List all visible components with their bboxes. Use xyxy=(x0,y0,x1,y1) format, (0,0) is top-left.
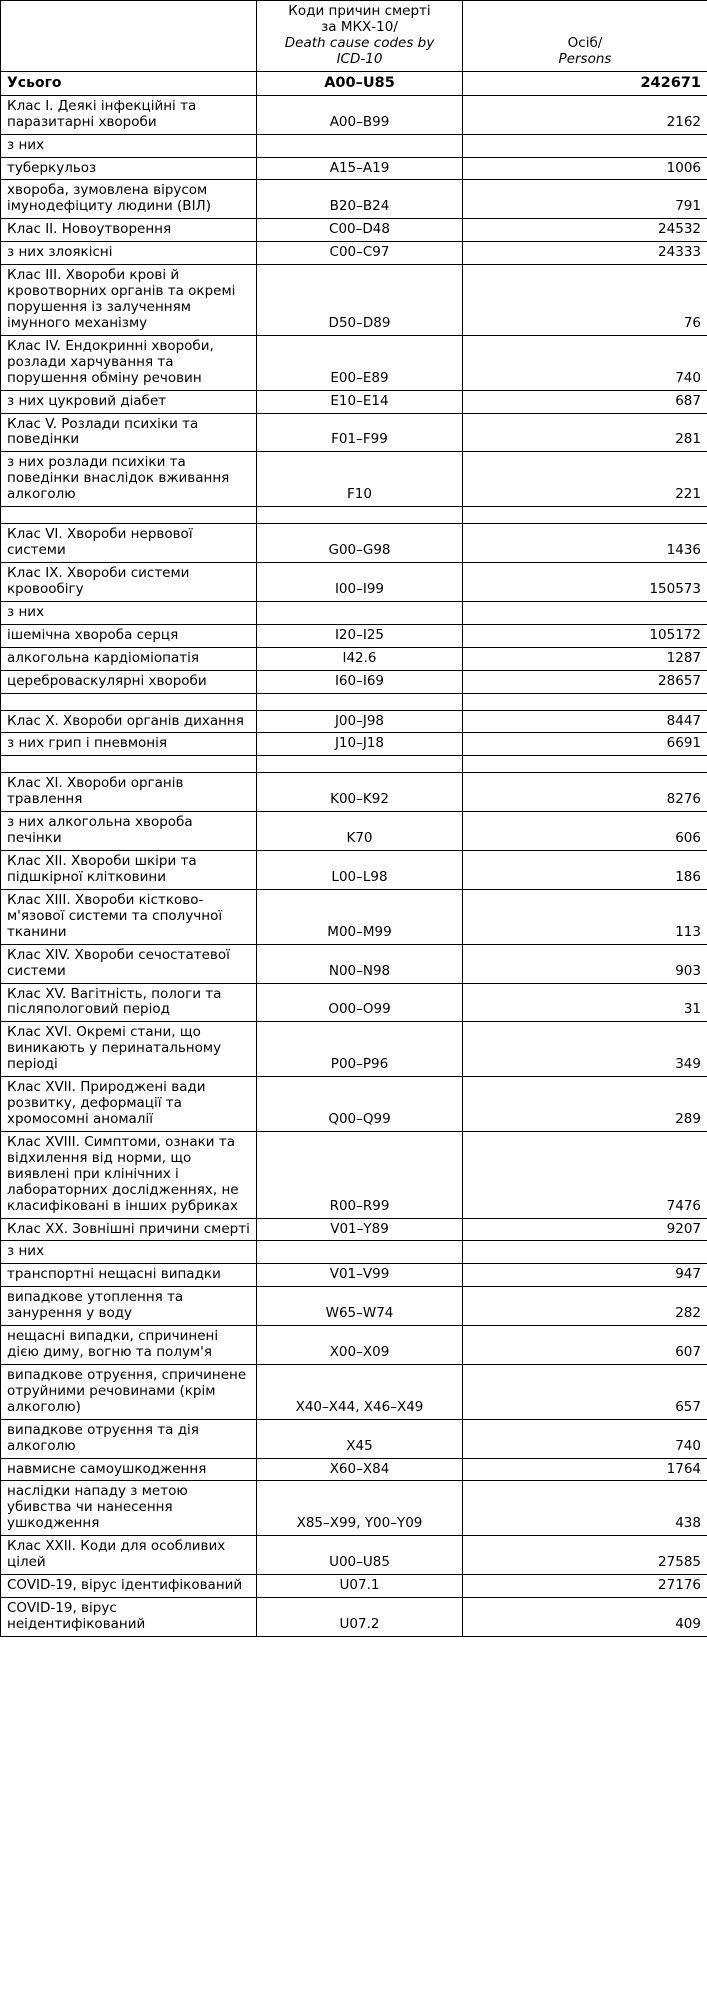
row-code xyxy=(257,601,463,624)
row-code: X40–X44, X46–X49 xyxy=(257,1364,463,1419)
row-label: з них злоякісні xyxy=(1,242,257,265)
row-code: X85–X99, Y00–Y09 xyxy=(257,1481,463,1536)
row-label: наслідки нападу з метою убивства чи нанесення ушкодження xyxy=(1,1481,257,1536)
row-value: 150573 xyxy=(463,563,707,602)
table-row xyxy=(1,157,707,180)
row-label: з них алкогольна хвороба печінки xyxy=(1,812,257,851)
row-value: 24333 xyxy=(463,242,707,265)
row-code: U07.2 xyxy=(257,1598,463,1637)
row-value xyxy=(463,601,707,624)
row-value: 947 xyxy=(463,1264,707,1287)
table-row xyxy=(1,1598,707,1637)
row-value: 1287 xyxy=(463,647,707,670)
row-code: O00–O99 xyxy=(257,983,463,1022)
header-codes-line-0: Коди причин смерті xyxy=(288,3,431,19)
table-row xyxy=(1,1022,707,1077)
row-code: W65–W74 xyxy=(257,1287,463,1326)
table-row xyxy=(1,1575,707,1598)
row-value: 903 xyxy=(463,944,707,983)
table-row xyxy=(1,647,707,670)
spacer-cell xyxy=(463,693,707,710)
row-code: J00–J98 xyxy=(257,710,463,733)
row-code: E00–E89 xyxy=(257,335,463,390)
row-code: I60–I69 xyxy=(257,670,463,693)
table-row-spacer xyxy=(1,693,707,710)
row-value: 791 xyxy=(463,180,707,219)
row-code: M00–M99 xyxy=(257,889,463,944)
row-label: транспортні нещасні випадки xyxy=(1,1264,257,1287)
row-code: A15–A19 xyxy=(257,157,463,180)
row-code: Q00–Q99 xyxy=(257,1077,463,1132)
table-row xyxy=(1,1536,707,1575)
table-row xyxy=(1,1481,707,1536)
total-code: A00–U85 xyxy=(257,71,463,95)
row-value: 687 xyxy=(463,390,707,413)
table-row xyxy=(1,710,707,733)
row-value: 282 xyxy=(463,1287,707,1326)
row-label: туберкульоз xyxy=(1,157,257,180)
table-row xyxy=(1,1419,707,1458)
row-label: з них xyxy=(1,1241,257,1264)
header-persons-line-0: Осіб/ xyxy=(567,34,603,51)
table-row xyxy=(1,390,707,413)
row-code: F10 xyxy=(257,452,463,507)
row-value: 349 xyxy=(463,1022,707,1077)
row-value: 8276 xyxy=(463,773,707,812)
table-row-spacer xyxy=(1,756,707,773)
row-code: P00–P96 xyxy=(257,1022,463,1077)
row-code: X45 xyxy=(257,1419,463,1458)
row-label: Клас II. Новоутворення xyxy=(1,219,257,242)
header-cell-label xyxy=(1,1,257,72)
row-label: випадкове отруєння, спричинене отруйними речовинами (крім алкоголю) xyxy=(1,1364,257,1419)
row-value xyxy=(463,1241,707,1264)
total-label: Усього xyxy=(1,71,257,95)
row-label: хвороба, зумовлена вірусом імунодефіциту людини (ВІЛ) xyxy=(1,180,257,219)
table-row xyxy=(1,889,707,944)
total-value: 242671 xyxy=(463,71,707,95)
table-row xyxy=(1,1131,707,1218)
table-row xyxy=(1,563,707,602)
table-row xyxy=(1,983,707,1022)
row-label: Клас XXII. Коди для особливих цілей xyxy=(1,1536,257,1575)
header-codes-line-3: ICD-10 xyxy=(336,50,383,67)
row-value: 28657 xyxy=(463,670,707,693)
row-label: Клас VI. Хвороби нервової системи xyxy=(1,524,257,563)
row-code: I42.6 xyxy=(257,647,463,670)
row-label: випадкове утоплення та занурення у воду xyxy=(1,1287,257,1326)
row-value: 27585 xyxy=(463,1536,707,1575)
row-code: L00–L98 xyxy=(257,851,463,890)
row-value: 105172 xyxy=(463,624,707,647)
row-label: Клас XV. Вагітність, пологи та післяпологовий період xyxy=(1,983,257,1022)
row-label: Клас XIII. Хвороби кістково-м'язової системи та сполучної тканини xyxy=(1,889,257,944)
row-code xyxy=(257,1241,463,1264)
table-row xyxy=(1,733,707,756)
row-value: 2162 xyxy=(463,95,707,134)
table-header xyxy=(1,1,707,72)
table-row xyxy=(1,335,707,390)
row-value: 9207 xyxy=(463,1218,707,1241)
row-code: J10–J18 xyxy=(257,733,463,756)
row-code: U07.1 xyxy=(257,1575,463,1598)
table-row xyxy=(1,180,707,219)
spacer-cell xyxy=(257,507,463,524)
table-row xyxy=(1,1264,707,1287)
row-code: V01–Y89 xyxy=(257,1218,463,1241)
row-label: алкогольна кардіоміопатія xyxy=(1,647,257,670)
row-label: з них цукровий діабет xyxy=(1,390,257,413)
row-value: 409 xyxy=(463,1598,707,1637)
header-row xyxy=(1,1,707,72)
row-value: 1006 xyxy=(463,157,707,180)
row-label: Клас IV. Ендокринні хвороби, розлади харчування та порушення обміну речовин xyxy=(1,335,257,390)
row-code: A00–B99 xyxy=(257,95,463,134)
row-value: 24532 xyxy=(463,219,707,242)
table-row xyxy=(1,1458,707,1481)
row-value: 1436 xyxy=(463,524,707,563)
row-value: 657 xyxy=(463,1364,707,1419)
row-value: 1764 xyxy=(463,1458,707,1481)
row-value: 186 xyxy=(463,851,707,890)
spacer-cell xyxy=(463,507,707,524)
row-label: Клас X. Хвороби органів дихання xyxy=(1,710,257,733)
spacer-cell xyxy=(1,507,257,524)
row-value: 8447 xyxy=(463,710,707,733)
table-row-total xyxy=(1,71,707,95)
row-code: G00–G98 xyxy=(257,524,463,563)
row-label: з них грип і пневмонія xyxy=(1,733,257,756)
spacer-cell xyxy=(1,693,257,710)
row-label: з них розлади психіки та поведінки внаслідок вживання алкоголю xyxy=(1,452,257,507)
table-row xyxy=(1,601,707,624)
row-label: випадкове отруєння та дія алкоголю xyxy=(1,1419,257,1458)
row-value: 607 xyxy=(463,1326,707,1365)
table-row xyxy=(1,219,707,242)
row-code: C00–C97 xyxy=(257,242,463,265)
table-row xyxy=(1,1364,707,1419)
row-code: V01–V99 xyxy=(257,1264,463,1287)
table-row xyxy=(1,524,707,563)
table-row xyxy=(1,242,707,265)
row-label: Клас V. Розлади психіки та поведінки xyxy=(1,413,257,452)
table-row xyxy=(1,944,707,983)
table-row xyxy=(1,1218,707,1241)
row-value: 27176 xyxy=(463,1575,707,1598)
row-code: C00–D48 xyxy=(257,219,463,242)
row-label: з них xyxy=(1,134,257,157)
row-value: 740 xyxy=(463,335,707,390)
row-code xyxy=(257,134,463,157)
header-codes-line-2: Death cause codes by xyxy=(284,34,435,51)
row-label: Клас XI. Хвороби органів травлення xyxy=(1,773,257,812)
spacer-cell xyxy=(257,693,463,710)
row-value: 221 xyxy=(463,452,707,507)
header-codes-line-1: за МКХ-10/ xyxy=(321,18,398,35)
row-label: нещасні випадки, спричинені дією диму, вогню та полум'я xyxy=(1,1326,257,1365)
row-code: X00–X09 xyxy=(257,1326,463,1365)
table-row xyxy=(1,1241,707,1264)
row-label: Клас XX. Зовнішні причини смерті xyxy=(1,1218,257,1241)
row-value: 740 xyxy=(463,1419,707,1458)
table-row xyxy=(1,134,707,157)
row-label: Клас XII. Хвороби шкіри та підшкірної клітковини xyxy=(1,851,257,890)
spacer-cell xyxy=(463,756,707,773)
row-code: N00–N98 xyxy=(257,944,463,983)
header-cell-codes xyxy=(257,1,463,72)
row-label: Клас IX. Хвороби системи кровообігу xyxy=(1,563,257,602)
row-label: ішемічна хвороба серця xyxy=(1,624,257,647)
table-row xyxy=(1,773,707,812)
row-code: K70 xyxy=(257,812,463,851)
table-row xyxy=(1,624,707,647)
table-body xyxy=(1,71,707,1636)
row-label: Клас I. Деякі інфекційні та паразитарні хвороби xyxy=(1,95,257,134)
row-value: 289 xyxy=(463,1077,707,1132)
row-code: I00–I99 xyxy=(257,563,463,602)
table-row xyxy=(1,1287,707,1326)
row-value: 31 xyxy=(463,983,707,1022)
table-row xyxy=(1,1077,707,1132)
row-code: F01–F99 xyxy=(257,413,463,452)
table-row xyxy=(1,670,707,693)
spacer-cell xyxy=(1,756,257,773)
table-row xyxy=(1,265,707,336)
header-cell-persons xyxy=(463,1,707,72)
table-row xyxy=(1,812,707,851)
row-code: B20–B24 xyxy=(257,180,463,219)
row-value: 606 xyxy=(463,812,707,851)
row-value: 113 xyxy=(463,889,707,944)
row-value: 6691 xyxy=(463,733,707,756)
row-label: навмисне самоушкодження xyxy=(1,1458,257,1481)
row-label: COVID-19, вірус неідентифікований xyxy=(1,1598,257,1637)
row-value: 281 xyxy=(463,413,707,452)
row-label: Клас III. Хвороби крові й кровотворних органів та окремі порушення із залученням імунного механізму xyxy=(1,265,257,336)
table-row xyxy=(1,413,707,452)
row-value: 438 xyxy=(463,1481,707,1536)
row-value: 76 xyxy=(463,265,707,336)
table-row xyxy=(1,1326,707,1365)
row-label: Клас XIV. Хвороби сечостатевої системи xyxy=(1,944,257,983)
table-row xyxy=(1,851,707,890)
row-code: E10–E14 xyxy=(257,390,463,413)
row-code: R00–R99 xyxy=(257,1131,463,1218)
row-label: з них xyxy=(1,601,257,624)
table-row-spacer xyxy=(1,507,707,524)
spacer-cell xyxy=(257,756,463,773)
row-label: цереброваскулярні хвороби xyxy=(1,670,257,693)
row-code: I20–I25 xyxy=(257,624,463,647)
row-code: X60–X84 xyxy=(257,1458,463,1481)
row-value xyxy=(463,134,707,157)
row-code: D50–D89 xyxy=(257,265,463,336)
row-label: Клас XVI. Окремі стани, що виникають у перинатальному періоді xyxy=(1,1022,257,1077)
row-code: K00–K92 xyxy=(257,773,463,812)
row-label: Клас XVII. Природжені вади розвитку, деформації та хромосомні аномалії xyxy=(1,1077,257,1132)
table-row xyxy=(1,95,707,134)
header-persons-line-1: Persons xyxy=(558,50,612,67)
row-label: Клас XVIII. Симптоми, ознаки та відхилення від норми, що виявлені при клінічних і лабораторних дослідженнях, не класифіковані в інших рубриках xyxy=(1,1131,257,1218)
row-label: COVID-19, вірус ідентифікований xyxy=(1,1575,257,1598)
table-row xyxy=(1,452,707,507)
row-code: U00–U85 xyxy=(257,1536,463,1575)
row-value: 7476 xyxy=(463,1131,707,1218)
